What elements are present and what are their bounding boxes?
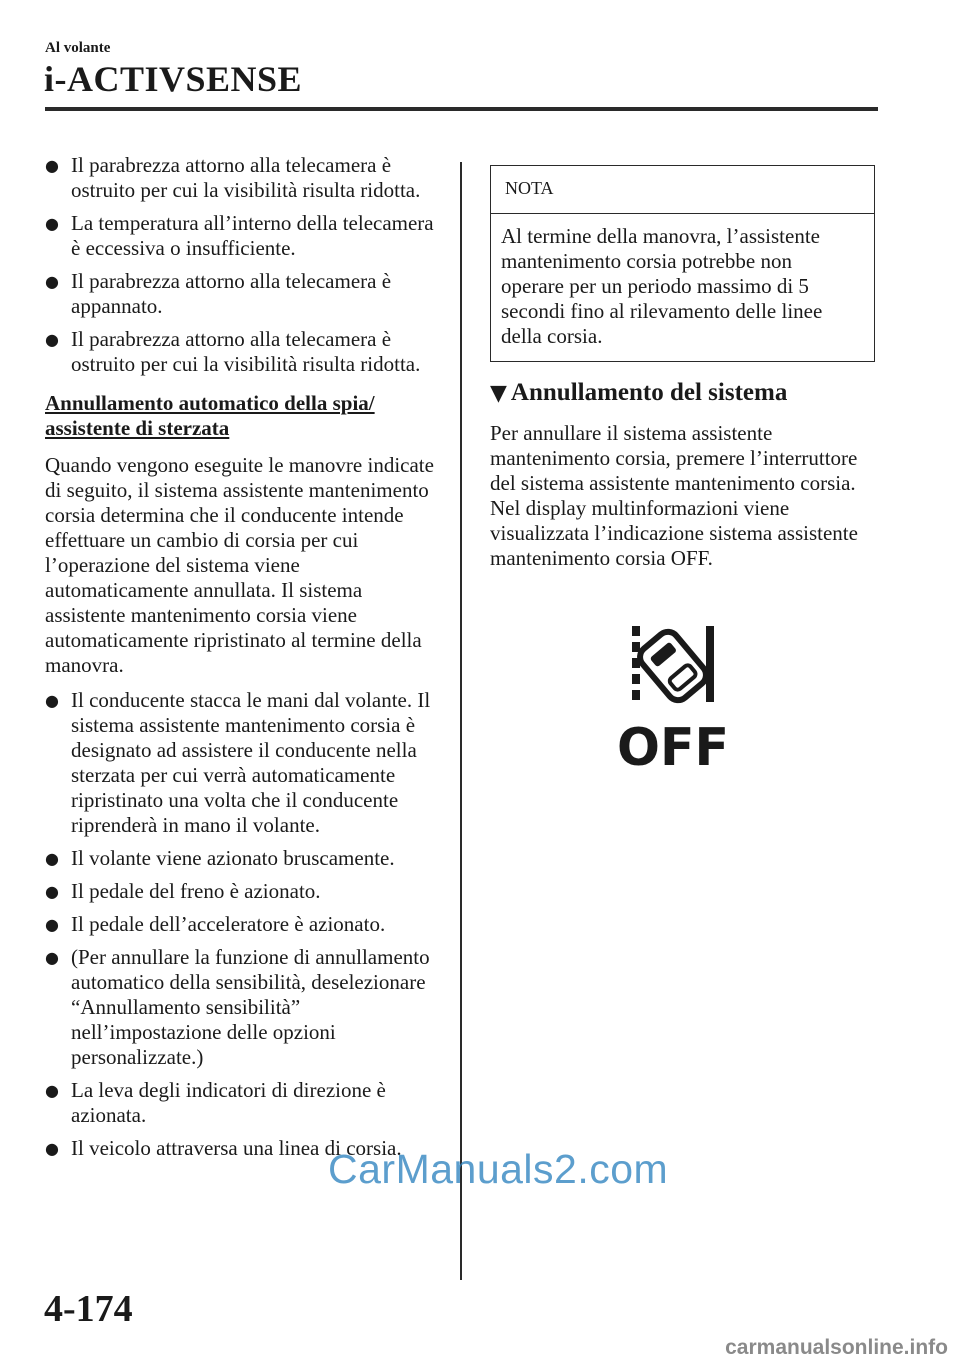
note-box (490, 165, 875, 362)
bullet-icon: ● (45, 1139, 59, 1158)
header-divider (45, 107, 878, 111)
list-item: ● Il veicolo attraversa una linea di corsia. (45, 1136, 402, 1160)
note-text: Al termine della manovra, l’assistente mantenimento corsia potrebbe non operare per un periodo massimo di 5 secondi fino al rilevamento delle linee della corsia. (501, 224, 823, 348)
bullet-icon: ● (45, 272, 59, 291)
watermark-text: CarManuals2.com (328, 1146, 669, 1192)
bullet-icon: ● (45, 214, 59, 233)
left-column (45, 153, 440, 1169)
lane-keep-assist-off-icon (610, 622, 736, 770)
section-label: Al volante (45, 40, 111, 56)
solid-lane-line-icon (706, 626, 714, 702)
bullet-icon: ● (45, 156, 59, 175)
bullet-icon: ● (45, 330, 59, 349)
right-column (490, 165, 875, 571)
bullet-icon: ● (45, 691, 59, 710)
bullet-icon: ● (45, 849, 59, 868)
site-watermark: carmanualsonline.info (725, 1336, 948, 1359)
list-item: ● Il parabrezza attorno alla telecamera è ostruito per cui la visibilità risulta ridotta. (45, 327, 421, 376)
note-label: NOTA (491, 166, 874, 214)
list-item: ● Il parabrezza attorno alla telecamera è appannato. (45, 269, 392, 318)
column-divider (460, 162, 462, 1280)
list-item: ● Il parabrezza attorno alla telecamera è ostruito per cui la visibilità risulta ridotta. (45, 153, 421, 202)
steering-car-icon (636, 627, 711, 704)
list-item: ● Il conducente stacca le mani dal volante. Il sistema assistente mantenimento corsia è designato ad assistere il conducente nella sterzata per cui verrà automaticamente ripristinato una volta che il conducente riprenderà in mano il volante. (45, 688, 431, 837)
page-title: i-ACTIVSENSE (44, 59, 303, 99)
list-item: ● La leva degli indicatori di direzione è azionata. (45, 1078, 386, 1127)
body-paragraph: Per annullare il sistema assistente mantenimento corsia, premere l’interruttore del sistema assistente mantenimento corsia. Nel display multinformazioni viene visualizzata l’indicazione sistema assistente mantenimento corsia OFF. (490, 421, 858, 570)
page-number: 4-174 (44, 1288, 133, 1330)
bullet-icon: ● (45, 948, 59, 967)
body-paragraph: Quando vengono eseguite le manovre indicate di seguito, il sistema assistente mantenimento corsia determina che il conducente intende effettuare un cambio di corsia per cui l’operazione del sistema viene automaticamente annullata. Il sistema assistente mantenimento corsia viene automaticamente ripristinato al termine della manovra. (45, 453, 434, 677)
list-item: ● Il pedale del freno è azionato. (45, 879, 321, 903)
bullet-icon: ● (45, 1081, 59, 1100)
list-item: ● Il pedale dell’acceleratore è azionato. (45, 912, 386, 936)
list-item: ● La temperatura all’interno della telecamera è eccessiva o insufficiente. (45, 211, 434, 260)
icon-off-label: OFF (617, 718, 729, 770)
triangle-marker-icon: ▼ (490, 381, 507, 406)
subheading: Annullamento automatico della spia/ assistente di sterzata (45, 391, 375, 440)
section-heading: ▼ Annullamento del sistema (490, 379, 788, 406)
bullet-icon: ● (45, 882, 59, 901)
list-item: ● Il volante viene azionato bruscamente. (45, 846, 395, 870)
bullet-icon: ● (45, 915, 59, 934)
list-item: ● (Per annullare la funzione di annullamento automatico della sensibilità, deselezionare “Annullamento sensibilità” nell’impostazione delle opzioni personalizzate.) (45, 945, 430, 1069)
